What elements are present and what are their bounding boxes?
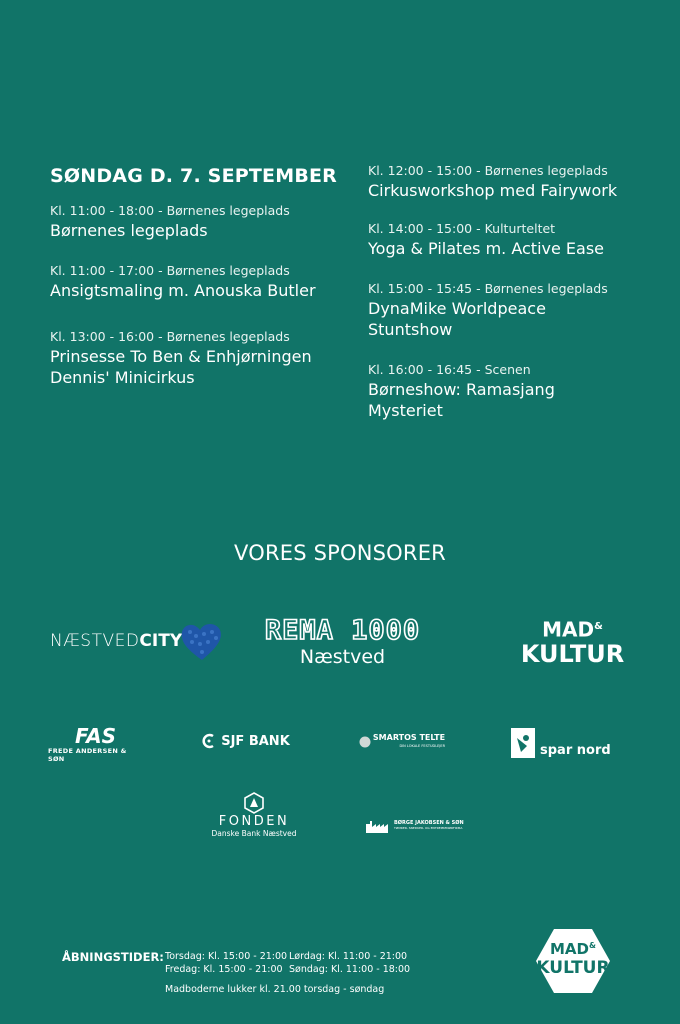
borge-jakobsen-logo (366, 817, 470, 835)
rema-1000-logo (250, 612, 435, 672)
spar-nord-icon (511, 728, 535, 758)
logo-text: FREDE ANDERSEN & SØN (48, 746, 127, 763)
opening-hours-col-1 (165, 951, 287, 976)
opening-hours-col-2 (289, 951, 410, 976)
event-meta: Kl. 12:00 - 15:00 - Børnenes legeplads (368, 163, 608, 178)
event-left-3 (50, 329, 350, 388)
event-meta: Kl. 13:00 - 16:00 - Børnenes legeplads (50, 329, 290, 344)
logo-text: Danske Bank Næstved (211, 829, 297, 838)
logo-text: TØMRER- SNEDKER- OG ENTREPRENØRFIRMA (394, 826, 463, 830)
closing-note: Madboderne lukker kl. 21.00 torsdag - søndag (165, 984, 385, 995)
event-meta: Kl. 16:00 - 16:45 - Scenen (368, 362, 531, 377)
event-title (368, 298, 668, 340)
event-left-1 (50, 203, 350, 241)
event-meta: Kl. 14:00 - 15:00 - Kulturteltet (368, 221, 556, 236)
heart-icon (178, 620, 226, 662)
hours-line: Fredag: Kl. 15:00 - 21:00 (165, 963, 283, 975)
fas-logo (48, 723, 143, 763)
naestved-city-logo (50, 616, 230, 666)
footer-mad-kultur-logo (535, 927, 611, 995)
logo-text: DIN LOKALE FESTUDLEJER (399, 744, 446, 748)
hours-line: Søndag: Kl. 11:00 - 18:00 (289, 963, 411, 975)
event-title (368, 379, 668, 421)
event-title-line: DynaMike Worldpeace (368, 299, 546, 318)
event-right-3 (368, 281, 668, 340)
spar-nord-logo (511, 724, 611, 758)
event-right-1 (368, 163, 668, 201)
logo-text: MAD (550, 940, 589, 958)
hours-line: Torsdag: Kl. 15:00 - 21:00 (165, 951, 288, 962)
event-right-4 (368, 362, 668, 421)
logo-text: SMARTOS TELTE (372, 733, 446, 742)
event-title-line: Stuntshow (368, 320, 453, 339)
event-title: Ansigtsmaling m. Anouska Butler (50, 281, 316, 300)
event-title-line: Mysteriet (368, 401, 443, 420)
hours-line: Lørdag: Kl. 11:00 - 21:00 (289, 951, 408, 962)
event-meta: Kl. 15:00 - 15:45 - Børnenes legeplads (368, 281, 608, 296)
logo-text: Næstved (299, 646, 386, 668)
tent-icon (359, 736, 371, 748)
event-title: Børnenes legeplads (50, 221, 208, 240)
logo-text: MAD& (542, 617, 603, 642)
logo-text: NÆSTVED (50, 631, 140, 651)
logo-text: FONDEN (218, 814, 290, 829)
event-title (50, 346, 350, 388)
logo-text: KULTUR (520, 640, 625, 669)
event-meta: Kl. 11:00 - 17:00 - Børnenes legeplads (50, 263, 290, 278)
sjf-icon (201, 733, 217, 749)
event-title-line: Børneshow: Ramasjang (368, 380, 555, 399)
day-title: SØNDAG D. 7. SEPTEMBER (50, 165, 338, 187)
factory-icon (366, 819, 392, 833)
opening-hours-label: ÅBNINGSTIDER: (62, 950, 164, 964)
fonden-logo (206, 790, 302, 840)
logo-text: spar nord (540, 743, 611, 758)
event-title-line: Prinsesse To Ben & Enhjørningen (50, 347, 312, 366)
event-title: Yoga & Pilates m. Active Ease (368, 239, 605, 258)
logo-text: REMA 1000 (264, 615, 421, 646)
logo-text: SJF BANK (221, 733, 290, 749)
sjf-bank-logo (198, 730, 293, 752)
smartos-telte-logo (356, 733, 448, 751)
event-meta: Kl. 11:00 - 18:00 - Børnenes legeplads (50, 203, 290, 218)
sponsors-heading: VORES SPONSORER (234, 541, 446, 565)
event-title-line: Dennis' Minicirkus (50, 368, 195, 387)
logo-text: FAS (75, 723, 116, 748)
logo-text: KULTUR (536, 958, 610, 978)
event-title: Cirkusworkshop med Fairywork (368, 181, 618, 200)
logo-text: CITY (139, 631, 183, 651)
fonden-icon (244, 792, 264, 814)
event-right-2 (368, 221, 668, 259)
mad-kultur-logo (520, 611, 625, 673)
event-left-2 (50, 263, 350, 301)
logo-text: BØRGE JAKOBSEN & SØN (394, 820, 464, 826)
logo-text: & (589, 941, 596, 950)
footer-logo-text (535, 937, 611, 978)
